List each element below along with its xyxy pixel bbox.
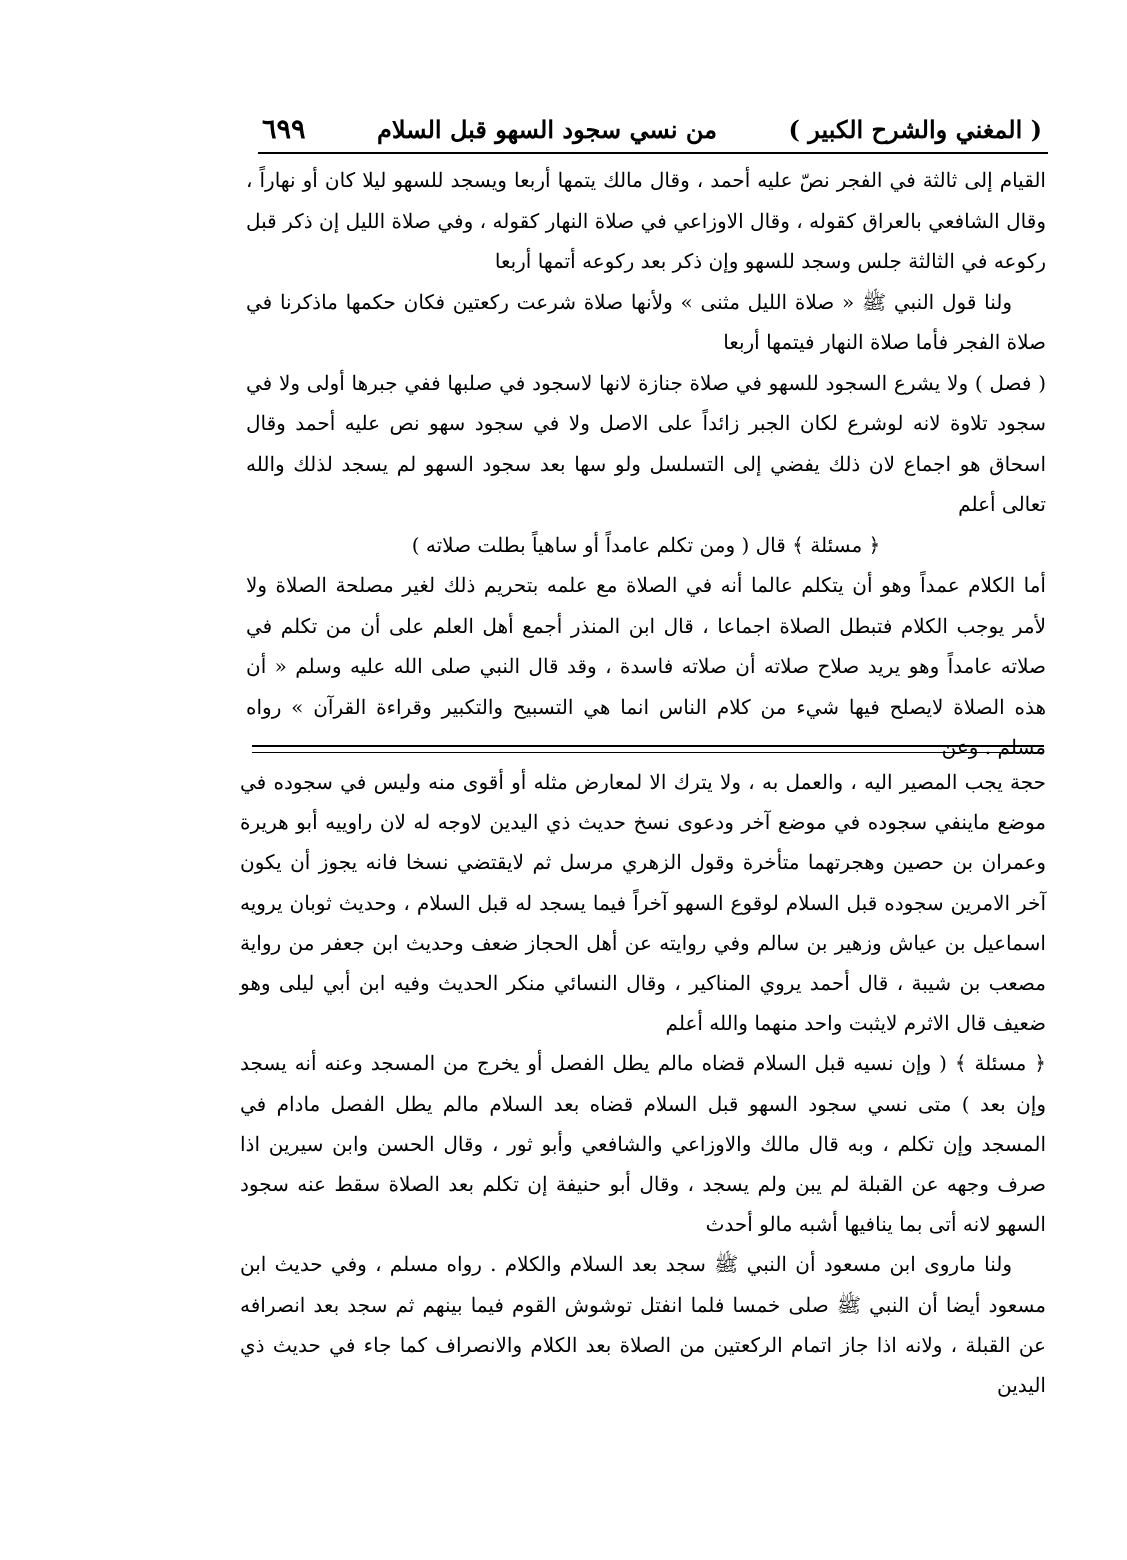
chapter-title: من نسي سجود السهو قبل السلام — [377, 114, 718, 144]
main-paragraph: أما الكلام عمداً وهو أن يتكلم عالما أنه في الصلاة مع علمه بتحريم ذلك لغير مصلحة الصلاة ولا لأمر يوجب الكلام فتبطل الصلاة اجماعا ، قال ابن المنذر أجمع أهل العلم على أن من تكلم في صلاته عامداً وهو يريد صلاح صلاته أن صلاته فاسدة ، وقد قال النبي صلى الله عليه وسلم « أن هذه الصلاة لايصلح فيها شيء من كلام الناس انما هي التسبيح والتكبير وقراءة القرآن » رواه مسلم . وعن — [246, 573, 1046, 759]
page-header — [262, 108, 1042, 150]
book-title: ( المغني والشرح الكبير ) — [788, 114, 1042, 144]
main-paragraph: القيام إلى ثالثة في الفجر نصّ عليه أحمد ، وقال مالك يتمها أربعا ويسجد للسهو ليلا كان أو نهاراً ، وقال الشافعي بالعراق كقوله ، وقال الاوزاعي في صلاة النهار كقوله ، وفي صلاة الليل إن ذكر قبل ركوعه في الثالثة جلس وسجد للسهو وإن ذكر بعد ركوعه أتمها أربعا — [246, 168, 1046, 273]
page-number: ٦٩٩ — [262, 113, 306, 145]
commentary-paragraph: ﴿ مسئلة ﴾ ( وإن نسيه قبل السلام قضاه مالم يطل الفصل أو يخرج من المسجد وعنه أنه يسجد وإن بعد ) متى نسي سجود السهو قبل السلام قضاه بعد السلام مالم يطل الفصل مادام في المسجد وإن تكلم ، وبه قال مالك والاوزاعي والشافعي وأبو ثور ، وقال الحسن وابن سيرين اذا صرف وجهه عن القبلة لم يبن ولم يسجد ، وقال أبو حنيفة إن تكلم بعد الصلاة سقط عنه سجود السهو لانه أتى بما ينافيها أشبه مالو أحدث — [240, 1051, 1046, 1237]
commentary-paragraph: حجة يجب المصير اليه ، والعمل به ، ولا يترك الا لمعارض مثله أو أقوى منه وليس في سجوده في موضع ماينفي سجوده في موضع آخر ودعوى نسخ حديث ذي اليدين لاوجه له لان راوييه أبو هريرة وعمران بن حصين وهجرتهما متأخرة وقول الزهري مرسل ثم لايقتضي نسخا فانه يجوز أن يكون آخر الامرين سجوده قبل السلام لوقوع السهو آخراً فيما يسجد له قبل السلام ، وحديث ثوبان يرويه اسماعيل بن عياش وزهير بن سالم وفي روايته عن أهل الحجاز ضعف وحديث ابن جعفر من رواية مصعب بن شيبة ، قال أحمد يروي المناكير ، وقال النسائي منكر الحديث وفيه ابن أبي ليلى وهو ضعيف قال الاثرم لايثبت واحد منهما والله أعلم — [240, 770, 1046, 1036]
main-paragraph: ( فصل ) ولا يشرع السجود للسهو في صلاة جنازة لانها لاسجود في صلبها ففي جبرها أولى ولا في سجود تلاوة لانه لوشرع لكان الجبر زائداً على الاصل ولا في سجود سهو نص عليه أحمد وقال اسحاق هو اجماع لان ذلك يفضي إلى التسلسل ولو سها بعد سجود السهو لم يسجد لذلك والله تعالى أعلم — [246, 370, 1046, 516]
masala-heading: ﴿ مسئلة ﴾ قال ( ومن تكلم عامداً أو ساهياً بطلت صلاته ) — [411, 532, 881, 557]
commentary-text — [240, 762, 1046, 1405]
main-paragraph: ولنا قول النبي ﷺ « صلاة الليل مثنى » ولأنها صلاة شرعت ركعتين فكان حكمها ماذكرنا في صلاة الفجر فأما صلاة النهار فيتمها أربعا — [246, 289, 1046, 354]
commentary-paragraph: ولنا ماروى ابن مسعود أن النبي ﷺ سجد بعد السلام والكلام . رواه مسلم ، وفي حديث ابن مسعود أيضا أن النبي ﷺ صلى خمسا فلما انفتل توشوش القوم فيما بينهم ثم سجد بعد انصرافه عن القبلة ، ولانه اذا جاز اتمام الركعتين من الصلاة بعد الكلام والانصراف كما جاء في حديث ذي اليدين — [240, 1252, 1046, 1398]
main-text — [246, 160, 1046, 768]
section-divider — [252, 745, 1044, 753]
header-rule — [258, 152, 1048, 154]
